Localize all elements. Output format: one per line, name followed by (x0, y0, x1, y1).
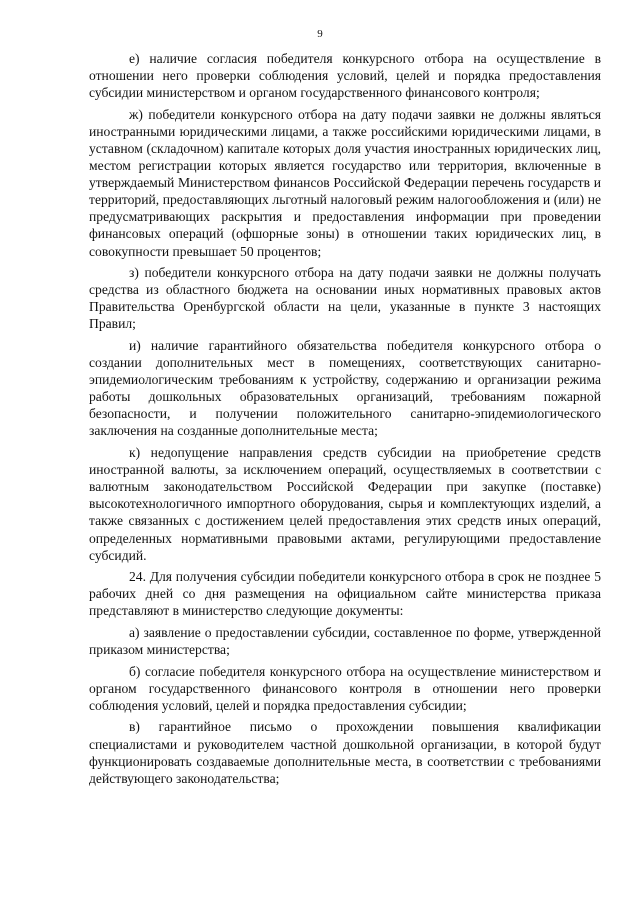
paragraph-k: к) недопущение направления средств субсидии на приобретение средств иностранной валюты, за исключением операций, осуществляемых в соответствии с валютным законодательством Российской Федерации при закупке (поставке) высокотехнологичного импортного оборудования, сырья и комплектующих изделий, а также связанных с достижением целей предоставления этих средств иных операций, определенных нормативными правовыми актами, регулирующими предоставление субсидий. (89, 445, 601, 563)
document-body (89, 50, 601, 791)
paragraph-24: 24. Для получения субсидии победители конкурсного отбора в срок не позднее 5 рабочих дней со дня размещения на официальном сайте министерства приказа представляют в министерство следующие документы: (89, 569, 601, 619)
paragraph-b: б) согласие победителя конкурсного отбора на осуществление министерством и органом государственного финансового контроля в отношении него проверки соблюдения условий, целей и порядка предоставления субсидии; (89, 663, 601, 713)
paragraph-i: и) наличие гарантийного обязательства победителя конкурсного отбора о создании дополнительных мест в помещениях, соответствующих санитарно-эпидемиологическим требованиям к устройству, содержанию и организации режима работы дошкольных образовательных организаций, требованиям пожарной безопасности, и получении положительного санитарно-эпидемиологического заключения на созданные дополнительные места; (89, 338, 601, 439)
paragraph-v: в) гарантийное письмо о прохождении повышения квалификации специалистами и руководителем частной дошкольной организации, в которой будут функционировать создаваемые дополнительные места, в соответствии с требованиями действующего законодательства; (89, 719, 601, 786)
page-number: 9 (317, 28, 323, 40)
paragraph-z: з) победители конкурсного отбора на дату подачи заявки не должны получать средства из областного бюджета на основании иных нормативных правовых актов Правительства Оренбургской области на цели, указанные в пункте 3 настоящих Правил; (89, 265, 601, 332)
paragraph-e: е) наличие согласия победителя конкурсного отбора на осуществление в отношении него проверки соблюдения условий, целей и порядка предоставления субсидии министерством и органом государственного финансового контроля; (89, 51, 601, 101)
paragraph-a: а) заявление о предоставлении субсидии, составленное по форме, утвержденной приказом министерства; (89, 625, 601, 658)
paragraph-zh: ж) победители конкурсного отбора на дату подачи заявки не должны являться иностранными юридическими лицами, а также российскими юридическими лицами, в уставном (складочном) капитале которых доля участия иностранных юридических лиц, местом регистрации которых является государство или территория, включенные в утверждаемый Министерством финансов Российской Федерации перечень государств и территорий, предоставляющих льготный налоговый режим налогообложения и (или) не предусматривающих раскрытия и предоставления информации при проведении финансовых операций (офшорные зоны) в отношении таких юридических лиц, в совокупности превышает 50 процентов; (89, 106, 601, 259)
